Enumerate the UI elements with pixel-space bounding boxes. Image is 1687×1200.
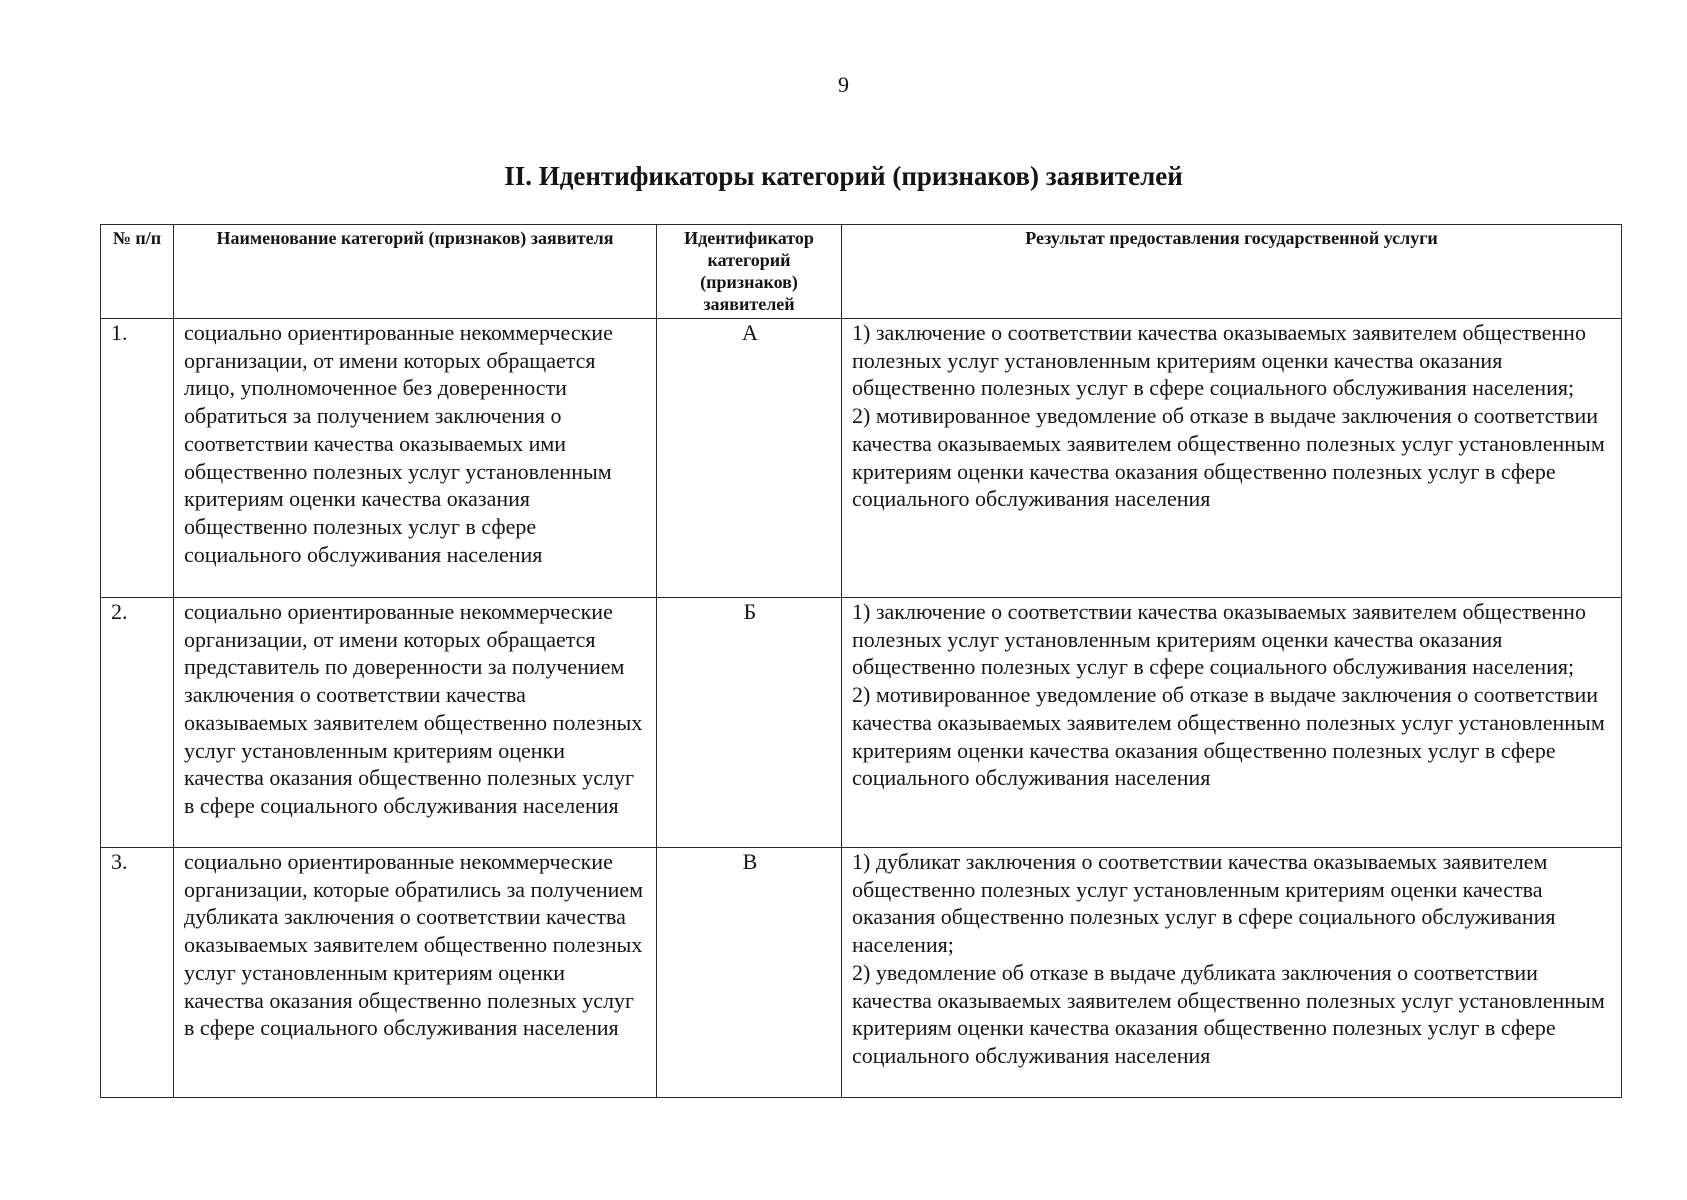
category-name: социально ориентированные некоммерческие организации, от имени которых обращается представитель по доверенности за получением заключения о соответствии качества оказываемых заявителем общественно полезных услуг установленным критериям оценки качества оказания общественно полезных услуг в сфере социального обслуживания населения: [174, 598, 657, 848]
section-title: II. Идентификаторы категорий (признаков) заявителей: [504, 161, 1183, 191]
service-result: [842, 848, 1622, 1098]
table-header-row: [101, 225, 1622, 319]
service-result: [842, 319, 1622, 598]
table-row: [101, 848, 1622, 1098]
header-result: Результат предоставления государственной услуги: [842, 225, 1622, 319]
result-item: 2) мотивированное уведомление об отказе в выдаче заключения о соответствии качества оказываемых заявителем общественно полезных услуг установленным критериям оценки качества оказания общественно полезных услуг в сфере социального обслуживания населения: [852, 403, 1605, 512]
row-number: 2.: [101, 598, 174, 848]
category-name: социально ориентированные некоммерческие организации, от имени которых обращается лицо, уполномоченное без доверенности обратиться за получением заключения о соответствии качества оказываемых ими общественно полезных услуг установленным критериям оценки качества оказания общественно полезных услуг в сфере социального обслуживания населения: [174, 319, 657, 598]
category-name: социально ориентированные некоммерческие организации, которые обратились за получением дубликата заключения о соответствии качества оказываемых заявителем общественно полезных услуг установленным критериям оценки качества оказания общественно полезных услуг в сфере социального обслуживания населения: [174, 848, 657, 1098]
table-row: [101, 598, 1622, 848]
header-num: № п/п: [101, 225, 174, 319]
result-item: 1) дубликат заключения о соответствии качества оказываемых заявителем общественно полезных услуг установленным критериям оценки качества оказания общественно полезных услуг в сфере социального обслуживания населения;: [852, 849, 1556, 958]
category-identifier: В: [657, 848, 842, 1098]
result-item: 2) мотивированное уведомление об отказе в выдаче заключения о соответствии качества оказываемых заявителем общественно полезных услуг установленным критериям оценки качества оказания общественно полезных услуг в сфере социального обслуживания населения: [852, 682, 1605, 791]
result-item: 1) заключение о соответствии качества оказываемых заявителем общественно полезных услуг установленным критериям оценки качества оказания общественно полезных услуг в сфере социального обслуживания населения;: [852, 320, 1586, 401]
row-number: 1.: [101, 319, 174, 598]
applicant-categories-table: [100, 224, 1622, 1098]
result-item: 1) заключение о соответствии качества оказываемых заявителем общественно полезных услуг установленным критериям оценки качества оказания общественно полезных услуг в сфере социального обслуживания населения;: [852, 599, 1586, 680]
table-row: [101, 319, 1622, 598]
header-identifier: Идентификатор категорий (признаков) заявителей: [657, 225, 842, 319]
category-identifier: А: [657, 319, 842, 598]
service-result: [842, 598, 1622, 848]
category-identifier: Б: [657, 598, 842, 848]
row-number: 3.: [101, 848, 174, 1098]
page-number: 9: [838, 72, 849, 97]
header-name: Наименование категорий (признаков) заявителя: [174, 225, 657, 319]
result-item: 2) уведомление об отказе в выдаче дубликата заключения о соответствии качества оказываемых заявителем общественно полезных услуг установленным критериям оценки качества оказания общественно полезных услуг в сфере социального обслуживания населения: [852, 959, 1605, 1068]
